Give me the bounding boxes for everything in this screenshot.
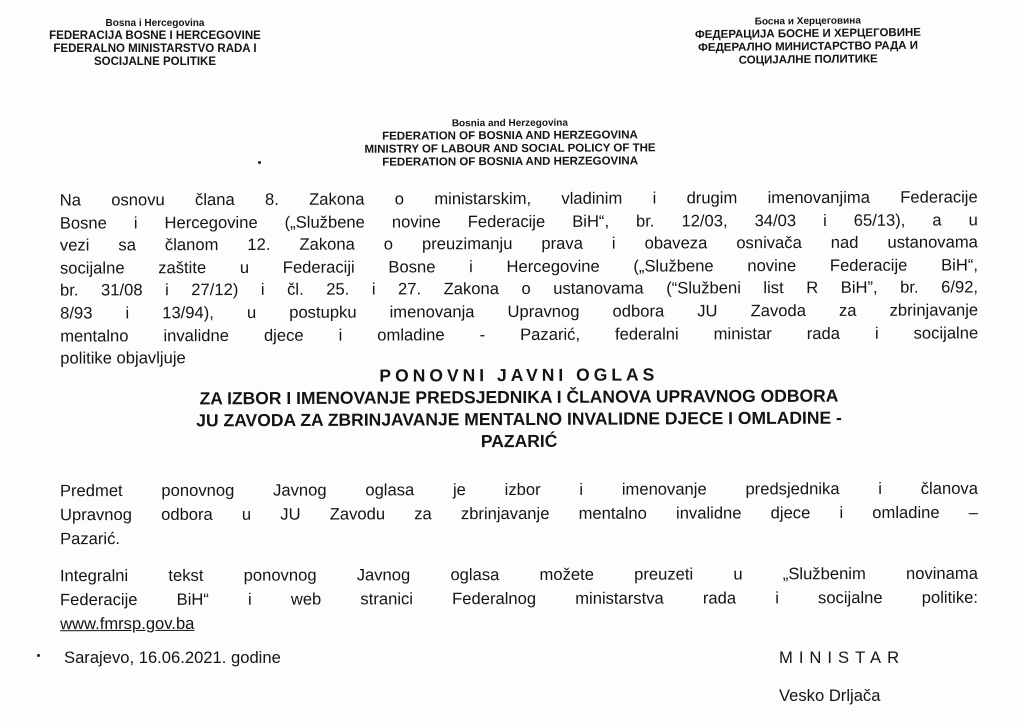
header-right-ministry: ФЕДЕРАЛНО МИНИСТАРСТВО РАДА И xyxy=(698,39,919,55)
intro-line: br. 31/08 i 27/12) i čl. 25. i 27. Zakona o ustanovama (“Službeni list R BiH”, br. 6/92, xyxy=(60,277,979,300)
header-left-block xyxy=(40,17,270,69)
header-left-federation: FEDERACIJA BOSNE I HERCEGOVINE xyxy=(49,30,261,42)
header-center-federation: FEDERATION OF BOSNIA AND HERZEGOVINA xyxy=(382,129,638,143)
header-right-country: Босна и Херцеговина xyxy=(754,15,861,28)
header-right-federation: ФЕДЕРАЦИЈА БОСНЕ И ХЕРЦЕГОВИНЕ xyxy=(694,26,921,42)
header-center-ministry: MINISTRY OF LABOUR AND SOCIAL POLICY OF THE xyxy=(364,142,656,156)
ministry-website-link[interactable]: www.fmrsp.gov.ba xyxy=(60,613,195,634)
title-line: PONOVNI JAVNI OGLAS xyxy=(379,364,659,386)
header-center-ministry-cont: FEDERATION OF BOSNIA AND HERZEGOVINA xyxy=(382,155,639,169)
header-left-ministry-cont: SOCIJALNE POLITIKE xyxy=(93,56,217,68)
intro-line: socijalne zaštite u Federaciji Bosne i Hercegovine („Službene novine Federacije BiH“, xyxy=(59,255,978,278)
title-line: ZA IZBOR I IMENOVANJE PREDSJEDNIKA I ČLANOVA UPRAVNOG ODBORA xyxy=(199,385,839,409)
minister-title: MINISTAR xyxy=(779,648,906,667)
minister-name: Vesko Drljača xyxy=(779,686,881,705)
header-center-block xyxy=(300,116,720,170)
intro-line: 8/93 i 13/94), u postupku imenovanja Upravnog odbora JU Zavoda za zbrinjavanje xyxy=(60,300,979,323)
subject-paragraph xyxy=(60,477,978,551)
scan-speck xyxy=(258,161,261,164)
subject-line: Predmet ponovnog Javnog oglasa je izbor i imenovanje predsjednika i članova xyxy=(59,478,978,501)
announcement-title xyxy=(60,362,978,454)
intro-paragraph xyxy=(60,186,979,370)
intro-line: mentalno invalidne djece i omladine - Pazarić, federalni ministar rada i socijalne xyxy=(60,322,979,346)
header-right-ministry-cont: СОЦИЈАЛНЕ ПОЛИТИКЕ xyxy=(738,53,878,67)
intro-line: Bosne i Hercegovine („Službene novine Federacije BiH“, br. 12/03, 34/03 i 65/13), a u xyxy=(59,209,978,233)
intro-line: politike objavljuje xyxy=(60,348,186,368)
integral-line: Federacije BiH“ i web stranici Federalnog ministarstva rada i socijalne politike: xyxy=(59,587,979,610)
integral-line: Integralni tekst ponovnog Javnog oglasa možete preuzeti u „Službenim novinama xyxy=(59,563,978,586)
header-left-country: Bosna i Hercegovina xyxy=(105,18,205,29)
header-right-block xyxy=(672,14,945,69)
title-line: JU ZAVODA ZA ZBRINJAVANJE MENTALNO INVALIDNE DJECE I OMLADINE - xyxy=(196,407,842,431)
header-left-ministry: FEDERALNO MINISTARSTVO RADA I xyxy=(53,43,257,55)
subject-line: Pazarić. xyxy=(60,529,121,549)
subject-line: Upravnog odbora u JU Zavodu za zbrinjavanje mentalno invalidne djece i omladine – xyxy=(59,502,979,525)
place-and-date: Sarajevo, 16.06.2021. godine xyxy=(64,648,281,667)
intro-line: vezi sa članom 12. Zakona o preuzimanju prava i obaveza osnivača nad ustanovama xyxy=(59,232,978,255)
scan-speck xyxy=(37,654,40,657)
title-line: PAZARIĆ xyxy=(480,430,558,452)
integral-text-paragraph xyxy=(60,562,978,636)
header-center-country: Bosnia and Herzegovina xyxy=(451,117,568,130)
intro-line: Na osnovu člana 8. Zakona o ministarskim, vladinim i drugim imenovanjima Federacije xyxy=(59,187,978,210)
